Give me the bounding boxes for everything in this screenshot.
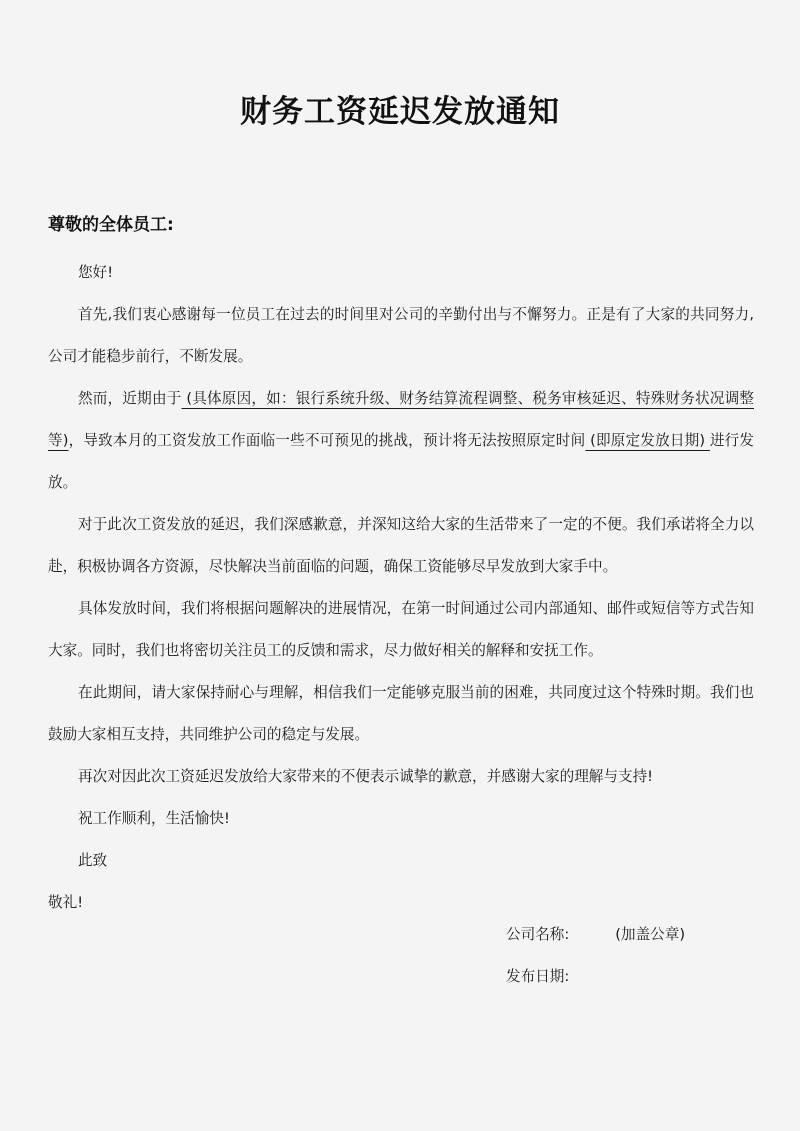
page-title: 财务工资延迟发放通知: [240, 94, 560, 130]
paragraph-patience: 在此期间，请大家保持耐心与理解，相信我们一定能够克服当前的困难，共同度过这个特殊时期。我们也鼓励大家相互支持，共同维护公司的稳定与发展。: [48, 684, 754, 743]
publish-date-line: [506, 967, 569, 987]
seal-note: (加盖公章): [615, 926, 686, 943]
company-name-label: 公司名称:: [506, 926, 570, 943]
paragraph-thanks: 首先,我们衷心感谢每一位员工在过去的时间里对公司的辛勤付出与不懈努力。正是有了大家的共同努力,公司才能稳步前行，不断发展。: [48, 306, 754, 365]
reason-middle-text: ，导致本月的工资发放工作面临一些不可预见的挑战，预计将无法按照原定时间: [68, 432, 586, 449]
closing-line-1: 此致: [78, 852, 108, 869]
paragraph-reason: [48, 378, 754, 504]
paragraph-wish: 祝工作顺利，生活愉快!: [78, 810, 230, 827]
reason-intro-text: 然而，近期由于: [78, 390, 182, 407]
reason-end-text: 进行发放。: [48, 432, 754, 491]
closing-line-2: 敬礼!: [48, 894, 84, 911]
notice-body: [48, 252, 754, 924]
paragraph-regret: 再次对因此次工资延迟发放给大家带来的不便表示诚挚的歉意，并感谢大家的理解与支持!: [78, 768, 654, 785]
original-date-placeholder: (即原定发放日期): [585, 432, 710, 449]
salutation: 您好!: [78, 264, 114, 281]
reason-placeholder: (具体原因，如：银行系统升级、财务结算流程调整、税务审核延迟、特殊财务状况调整等): [48, 390, 754, 449]
publish-date-label: 发布日期:: [506, 968, 570, 985]
greeting: 尊敬的全体员工:: [48, 215, 174, 235]
company-name-line: [506, 925, 685, 945]
paragraph-schedule: 具体发放时间，我们将根据问题解决的进展情况，在第一时间通过公司内部通知、邮件或短信等方式告知大家。同时，我们也将密切关注员工的反馈和需求，尽力做好相关的解释和安抚工作。: [48, 600, 754, 659]
paragraph-apology: 对于此次工资发放的延迟，我们深感歉意，并深知这给大家的生活带来了一定的不便。我们承诺将全力以赴，积极协调各方资源，尽快解决当前面临的问题，确保工资能够尽早发放到大家手中。: [48, 516, 754, 575]
